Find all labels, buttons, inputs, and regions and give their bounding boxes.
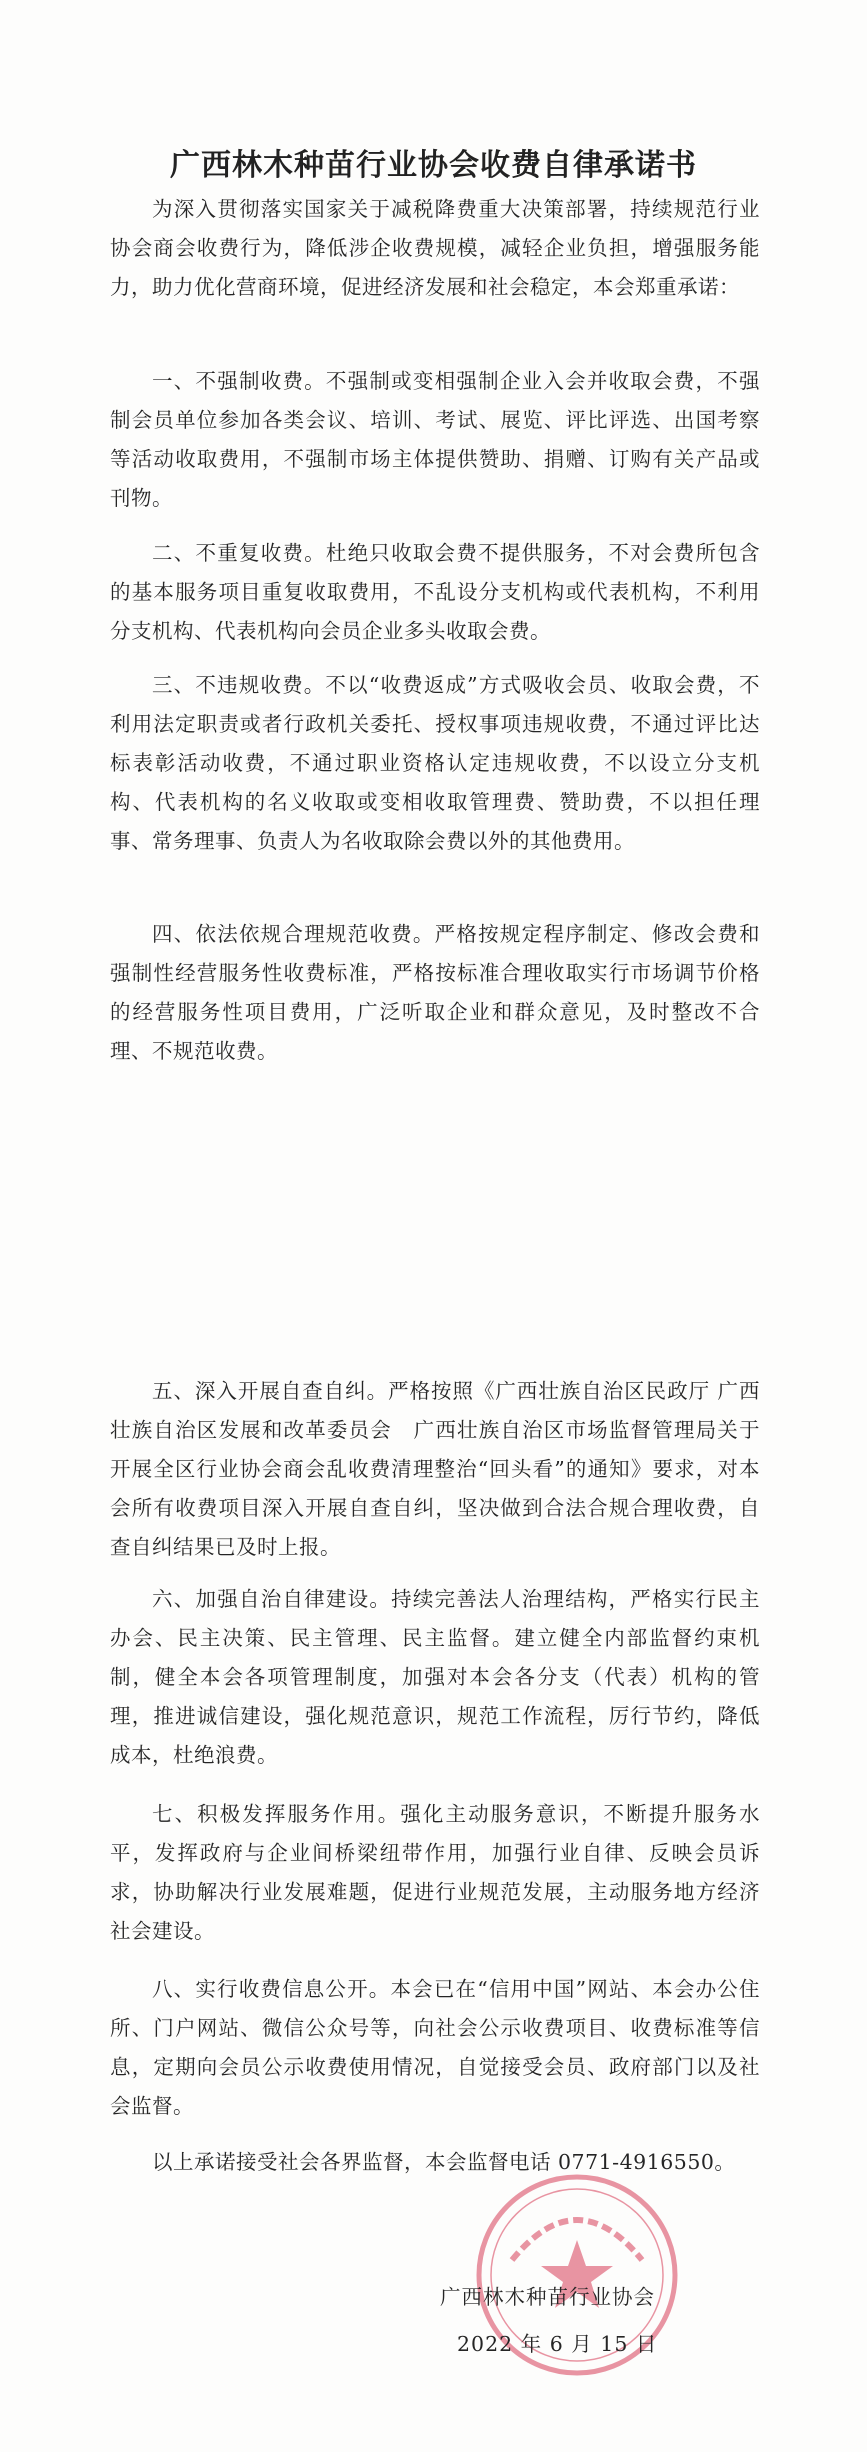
signature-organization: 广西林木种苗行业协会 (440, 2285, 655, 2309)
item-4-paragraph: 四、依法依规合理规范收费。严格按规定程序制定、修改会费和强制性经营服务性收费标准，严格按标准合理收取实行市场调节价格的经营服务性项目费用，广泛听取企业和群众意见，及时整改不合理、不规范收费。 (110, 922, 760, 1063)
intro-paragraph: 为深入贯彻落实国家关于减税降费重大决策部署，持续规范行业协会商会收费行为，降低涉企收费规模，减轻企业负担，增强服务能力，助力优化营商环境，促进经济发展和社会稳定，本会郑重承诺： (110, 197, 760, 299)
item-8-paragraph: 八、实行收费信息公开。本会已在“信用中国”网站、本会办公住所、门户网站、微信公众号等，向社会公示收费项目、收费标准等信息，定期向会员公示收费使用情况，自觉接受会员、政府部门以及社会监督。 (110, 1977, 760, 2118)
item-6-paragraph: 六、加强自治自律建设。持续完善法人治理结构，严格实行民主办会、民主决策、民主管理、民主监督。建立健全内部监督约束机制，健全本会各项管理制度，加强对本会各分支（代表）机构的管理，推进诚信建设，强化规范意识，规范工作流程，厉行节约，降低成本，杜绝浪费。 (110, 1587, 760, 1767)
item-7-paragraph: 七、积极发挥服务作用。强化主动服务意识，不断提升服务水平，发挥政府与企业间桥梁纽带作用，加强行业自律、反映会员诉求，协助解决行业发展难题，促进行业规范发展，主动服务地方经济社会建设。 (110, 1802, 760, 1943)
item-3-paragraph: 三、不违规收费。不以“收费返成”方式吸收会员、收取会费，不利用法定职责或者行政机关委托、授权事项违规收费，不通过评比达标表彰活动收费，不通过职业资格认定违规收费，不以设立分支机构、代表机构的名义收取或变相收取管理费、赞助费，不以担任理事、常务理事、负责人为名收取除会费以外的其他费用。 (110, 673, 760, 853)
closing-paragraph: 以上承诺接受社会各界监督，本会监督电话 0771-4916550。 (152, 2150, 736, 2174)
signature-date: 2022 年 6 月 15 日 (457, 2332, 658, 2356)
item-2-paragraph: 二、不重复收费。杜绝只收取会费不提供服务，不对会费所包含的基本服务项目重复收取费用，不乱设分支机构或代表机构，不利用分支机构、代表机构向会员企业多头收取会费。 (110, 541, 760, 643)
item-5-paragraph: 五、深入开展自查自纠。严格按照《广西壮族自治区民政厅 广西壮族自治区发展和改革委员会 广西壮族自治区市场监督管理局关于开展全区行业协会商会乱收费清理整治“回头看”的通知》要求，对本会所有收费项目深入开展自查自纠，坚决做到合法合规合理收费，自查自纠结果已及时上报。 (110, 1379, 760, 1559)
document-title: 广西林木种苗行业协会收费自律承诺书 (170, 148, 697, 183)
item-1-paragraph: 一、不强制收费。不强制或变相强制企业入会并收取会费，不强制会员单位参加各类会议、培训、考试、展览、评比评选、出国考察等活动收取费用，不强制市场主体提供赞助、捐赠、订购有关产品或刊物。 (110, 369, 760, 510)
